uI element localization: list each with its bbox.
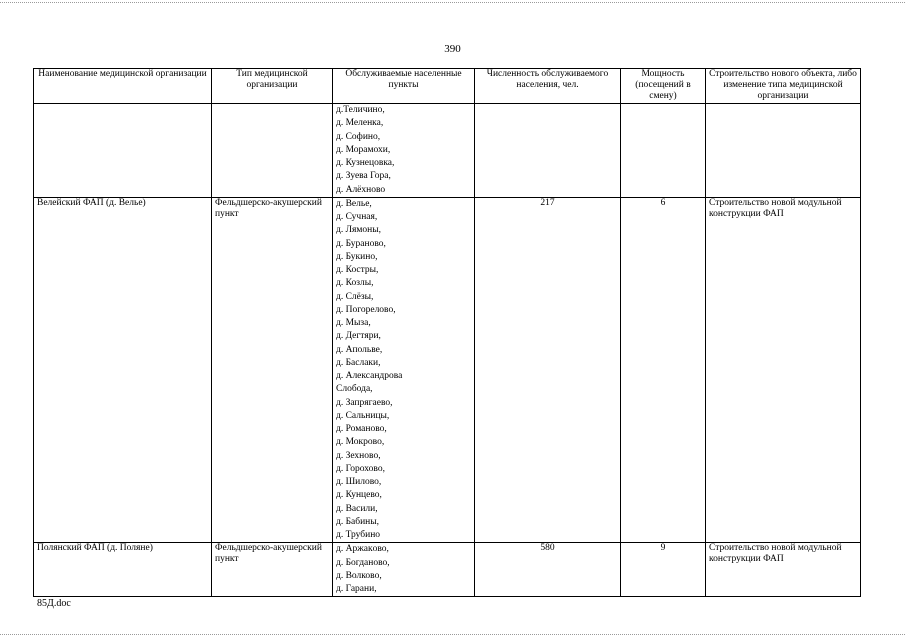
settlement-item: д.Теличино, (336, 105, 385, 115)
cell-settlements (333, 104, 475, 198)
cell-organization-type: Фельдшерско-акушерский пункт (212, 543, 333, 597)
cell-construction: Строительство новой модульной конструкции ФАП (706, 197, 861, 543)
settlement-item: д. Морамохи, (336, 144, 391, 155)
cell-population: 580 (475, 543, 621, 597)
cell-capacity (621, 104, 706, 198)
settlement-item: д. Баслаки, (336, 357, 381, 368)
header-organization-name: Наименование медицинской организации (34, 69, 212, 104)
cell-population (475, 104, 621, 198)
facilities-table (33, 68, 861, 597)
cell-capacity: 6 (621, 197, 706, 543)
settlement-item: д. Слёзы, (336, 291, 374, 302)
settlement-item: д. Апольве, (336, 344, 383, 355)
cell-organization-name: Полянский ФАП (д. Поляне) (34, 543, 212, 597)
settlement-item: д. Букино, (336, 251, 378, 262)
settlement-item: д. Аржакoво, (336, 544, 389, 555)
cell-capacity: 9 (621, 543, 706, 597)
cell-population: 217 (475, 197, 621, 543)
settlement-item: д. Мыза, (336, 318, 371, 328)
settlement-item: д. Меленка, (336, 118, 384, 129)
settlement-item: д. Волково, (336, 570, 382, 581)
settlement-item: д. Александрова (336, 371, 403, 381)
settlement-item: д. Богданово, (336, 557, 390, 568)
settlement-item: д. Зуева Гора, (336, 171, 391, 182)
header-settlements: Обслуживаемые населенные пункты (333, 69, 475, 104)
page-number: 390 (444, 43, 461, 55)
settlement-item: д. Козлы, (336, 278, 374, 289)
header-organization-type: Тип медицинской организации (212, 69, 333, 104)
settlement-item: д. Сучная, (336, 212, 378, 222)
settlement-item: д. Бураново, (336, 238, 386, 249)
settlement-item: д. Дегтяри, (336, 331, 381, 342)
settlement-item: д. Гарани, (336, 584, 377, 594)
settlement-item: д. Сальницы, (336, 410, 390, 421)
settlement-item: д. Трубино (336, 530, 381, 540)
settlement-item: д. Кузнецовка, (336, 158, 395, 168)
table-body (34, 104, 861, 597)
table-row (34, 197, 861, 543)
scan-edge-top (0, 2, 905, 3)
cell-organization-name: Велейский ФАП (д. Велье) (34, 197, 212, 543)
header-population: Численность обслуживаемого населения, чел. (475, 69, 621, 104)
settlement-item: д. Велье, (336, 198, 372, 209)
settlement-item: д. Кунцево, (336, 490, 382, 501)
table-row (34, 543, 861, 597)
cell-settlements (333, 197, 475, 543)
header-construction: Строительство нового объекта, либо изменение типа медицинской организации (706, 69, 861, 104)
cell-organization-type: Фельдшерско-акушерский пункт (212, 197, 333, 543)
cell-construction: Строительство новой модульной конструкции ФАП (706, 543, 861, 597)
settlement-item: д. Лямоны, (336, 225, 381, 236)
settlement-item: д. Васили, (336, 503, 378, 514)
settlement-item: д. Зехново, (336, 450, 381, 461)
settlement-item: д. Шилово, (336, 477, 382, 487)
settlement-item: д. Алёхново (336, 184, 386, 195)
settlement-item: д. Бабины, (336, 516, 380, 527)
settlement-item: Слобода, (336, 384, 373, 395)
cell-settlements (333, 543, 475, 597)
settlement-item: д. Запрягаево, (336, 397, 393, 408)
cell-organization-type (212, 104, 333, 198)
file-name-footer: 85Д.doc (37, 598, 71, 609)
settlement-item: д. Софино, (336, 131, 381, 142)
settlement-item: д. Костры, (336, 265, 379, 275)
settlement-item: д. Горохово, (336, 463, 385, 474)
table-header-row (34, 69, 861, 104)
cell-organization-name (34, 104, 212, 198)
cell-construction (706, 104, 861, 198)
header-capacity: Мощность (посещений в смену) (621, 69, 706, 104)
settlement-item: д. Мокрово, (336, 437, 385, 448)
settlement-item: д. Романово, (336, 424, 387, 434)
settlement-item: д. Погорелово, (336, 304, 396, 315)
table-row (34, 104, 861, 198)
scan-edge-bottom (0, 634, 905, 635)
